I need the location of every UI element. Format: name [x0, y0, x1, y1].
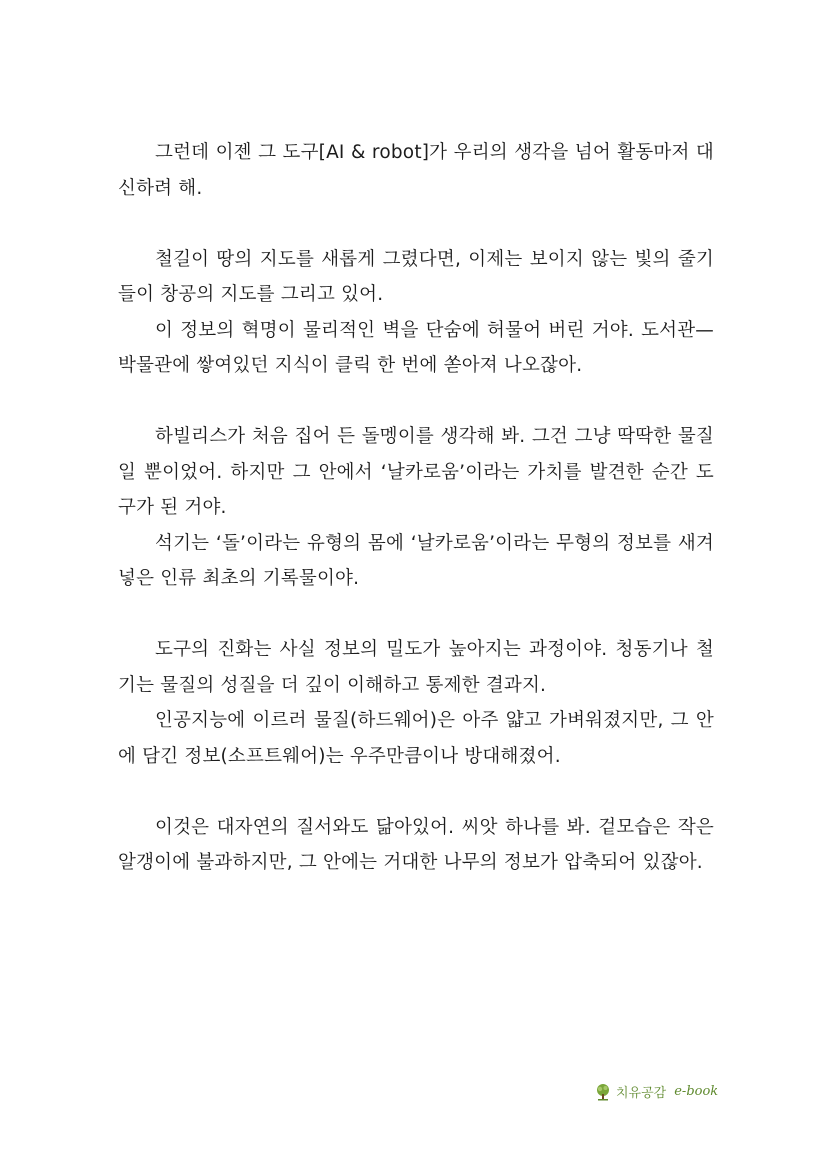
tree-logo-icon	[594, 1083, 612, 1101]
brand-footer	[594, 1082, 718, 1101]
paragraph-6: 도구의 진화는 사실 정보의 밀도가 높아지는 과정이야. 청동기나 철기는 물질의 성질을 더 깊이 이해하고 통제한 결과지.	[118, 639, 714, 696]
brand-name: 치유공감	[616, 1086, 667, 1101]
body-text	[118, 135, 714, 881]
paragraph-1: 그런데 이젠 그 도구[AI & robot]가 우리의 생각을 넘어 활동마저 대신하려 해.	[118, 142, 714, 199]
paragraph-7: 인공지능에 이르러 물질(하드웨어)은 아주 얇고 가벼워졌지만, 그 안에 담긴 정보(소프트웨어)는 우주만큼이나 방대해졌어.	[118, 710, 714, 767]
paragraph-3: 이 정보의 혁명이 물리적인 벽을 단숨에 허물어 버린 거야. 도서관—박물관에 쌓여있던 지식이 클릭 한 번에 쏟아져 나오잖아.	[118, 319, 714, 376]
paragraph-2: 철길이 땅의 지도를 새롭게 그렸다면, 이제는 보이지 않는 빛의 줄기들이 창공의 지도를 그리고 있어.	[118, 248, 714, 305]
paragraph-5: 석기는 ‘돌’이라는 유형의 몸에 ‘날카로움’이라는 무형의 정보를 새겨 넣은 인류 최초의 기록물이야.	[118, 532, 714, 589]
paragraph-4: 하빌리스가 처음 집어 든 돌멩이를 생각해 봐. 그건 그냥 딱딱한 물질일 뿐이었어. 하지만 그 안에서 ‘날카로움’이라는 가치를 발견한 순간 도구가 된 거야.	[118, 426, 714, 518]
paragraph-8: 이것은 대자연의 질서와도 닮아있어. 씨앗 하나를 봐. 겉모습은 작은 알갱이에 불과하지만, 그 안에는 거대한 나무의 정보가 압축되어 있잖아.	[118, 816, 714, 873]
brand-suffix: e-book	[674, 1084, 719, 1099]
